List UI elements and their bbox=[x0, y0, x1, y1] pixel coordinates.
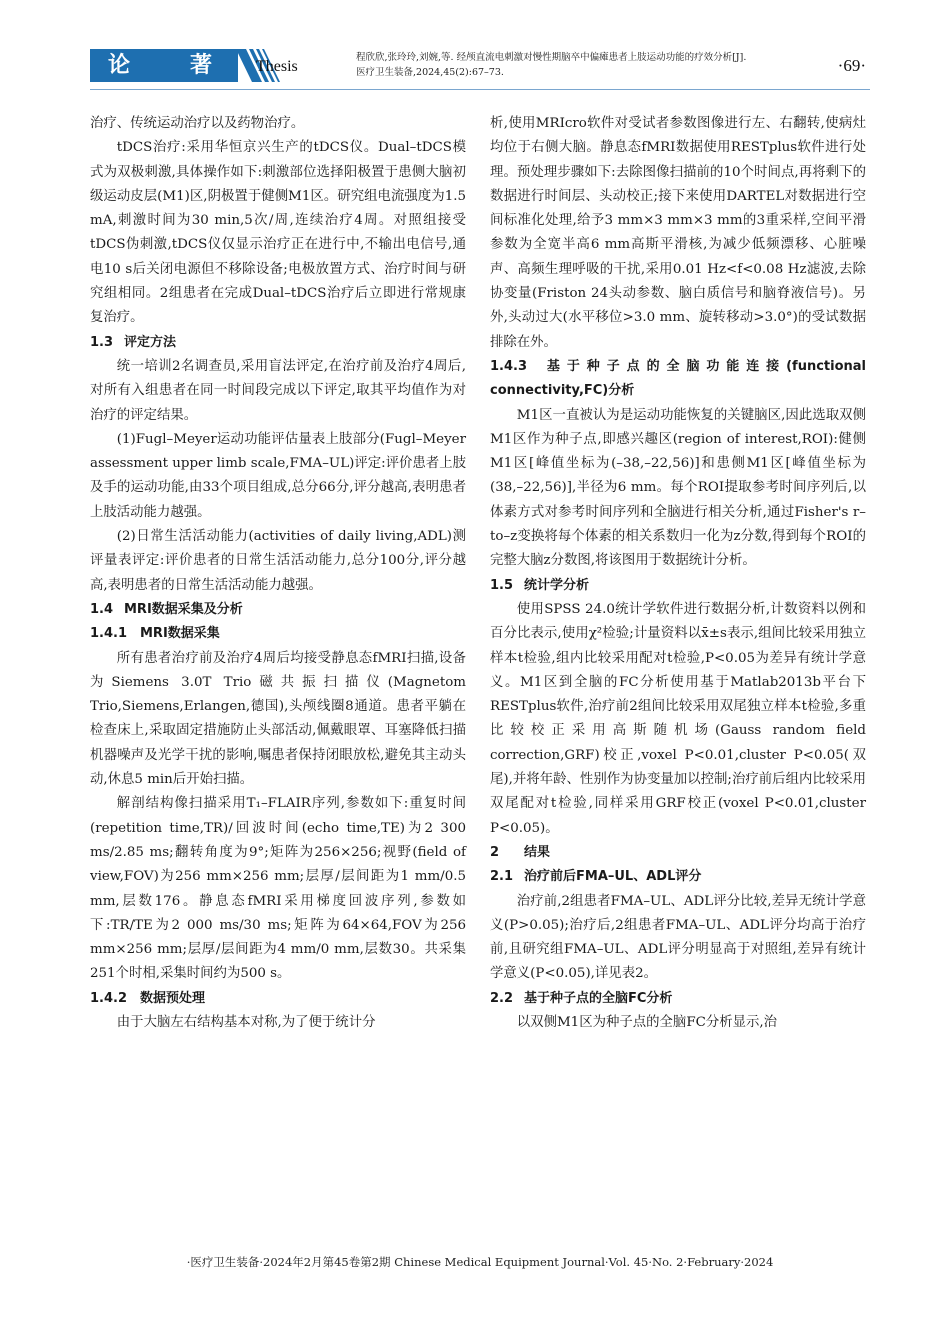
section-title: 治疗前后FMA–UL、ADL评分 bbox=[524, 869, 702, 885]
thesis-label: Thesis bbox=[256, 58, 298, 75]
citation bbox=[356, 50, 816, 80]
paragraph: 以双侧M1区为种子点的全脑FC分析显示,治 bbox=[516, 1014, 778, 1030]
section-heading bbox=[490, 865, 866, 889]
section-number: 2.1 bbox=[490, 869, 514, 885]
section-heading bbox=[490, 987, 866, 1011]
paragraph: (1)Fugl–Meyer运动功能评估量表上肢部分(Fugl–Meyer assessment upper limb scale,FMA–UL)评定:评价患者上肢及手的运动功能,由33个项目组成,总分66分,评分越高,表明患者上肢活动能力越强。 bbox=[90, 431, 466, 520]
page-number: ·69· bbox=[837, 56, 866, 75]
paragraph: tDCS治疗:采用华恒京兴生产的tDCS仪。Dual–tDCS模式为双极刺激,具体操作如下:刺激部位选择阳极置于患侧大脑初级运动皮层(M1)区,阴极置于健侧M1区。研究组电流强度为1.5 mA,刺激时间为30 min,5次/周,连续治疗4周。对照组接受tDCS伪刺激,tDCS仪仅显示治疗正在进行中,不输出电信号,通电10 s后关闭电源但不移除设备;电极放置方式、治疗时间与研究组相同。2组患者在完成Dual–tDCS治疗后立即进行常规康复治疗。 bbox=[90, 140, 466, 326]
section-title: MRI数据采集及分析 bbox=[124, 601, 243, 617]
section-number: 1.4 bbox=[90, 601, 114, 617]
section-heading bbox=[490, 574, 866, 598]
paragraph: (2)日常生活活动能力(activities of daily living,ADL)测评量表评定:评价患者的日常生活活动能力,总分100分,评分越高,表明患者的日常生活活动能力越强。 bbox=[90, 529, 466, 593]
section-badge bbox=[90, 49, 238, 82]
page-footer: ·医疗卫生装备·2024年2月第45卷第2期 Chinese Medical Equipment Journal·Vol. 45·No. 2·February·2024 bbox=[186, 1255, 774, 1269]
section-number: 1.5 bbox=[490, 577, 514, 593]
section-title: MRI数据采集 bbox=[140, 626, 220, 642]
paragraph: 所有患者治疗前及治疗4周后均接受静息态fMRI扫描,设备为Siemens 3.0T Trio磁共振扫描仪(Magnetom Trio,Siemens,Erlangen,德国),头颅线圈8通道。患者平躺在检查床上,采取固定措施防止头部活动,佩戴眼罩、耳塞降低扫描机器噪声及光学干扰的影响,嘱患者保持闭眼放松,避免其主动头动,休息5 min后开始扫描。 bbox=[90, 650, 466, 788]
right-column bbox=[490, 112, 866, 1035]
section-number: 1.4.2 bbox=[90, 990, 128, 1006]
section-heading bbox=[90, 622, 466, 646]
paragraph: 由于大脑左右结构基本对称,为了便于统计分 bbox=[116, 1014, 376, 1030]
section-number: 1.4.1 bbox=[90, 626, 128, 642]
section-heading bbox=[90, 987, 466, 1011]
section-number: 2.2 bbox=[490, 990, 514, 1006]
citation-line-1: 程欣欣,张玲玲,刘婉,等. 经颅直流电刺激对慢性期脑卒中偏瘫患者上肢运动功能的疗效分析[J]. bbox=[356, 52, 747, 63]
left-column bbox=[90, 112, 466, 1035]
paragraph: M1区一直被认为是运动功能恢复的关键脑区,因此选取双侧M1区作为种子点,即感兴趣区(region of interest,ROI):健侧M1区[峰值坐标为(–38,–22,56)]和患侧M1区[峰值坐标为(38,–22,56)],半径为6 mm。每个ROI提取参考时间序列后,以体素方式对参考时间序列和全脑进行相关分析,通过Fisher's r–to–z变换将每个体素的相关系数归一化为z分数,得到每个ROI的完整大脑z分数图,将该图用于数据统计分析。 bbox=[490, 407, 866, 569]
section-title: 评定方法 bbox=[124, 334, 177, 350]
paragraph: 使用SPSS 24.0统计学软件进行数据分析,计数资料以例和百分比表示,使用χ²检验;计量资料以x̄±s表示,组间比较采用独立样本t检验,组内比较采用配对t检验,P<0.05为差异有统计学意义。M1区到全脑的FC分析使用基于Matlab2013b平台下RESTplus软件,治疗前2组间比较采用双尾独立样本t检验,多重比较校正采用高斯随机场(Gauss random field correction,GRF)校正,voxel P<0.01,cluster P<0.05(双尾),并将年龄、性别作为协变量加以控制;治疗前后组内比较采用双尾配对t检验,同样采用GRF校正(voxel P<0.01,cluster P<0.05)。 bbox=[490, 601, 866, 836]
section-heading bbox=[90, 598, 466, 622]
section-number: 1.4.3 bbox=[490, 358, 528, 374]
section-title: 统计学分析 bbox=[524, 577, 590, 593]
paragraph: 解剖结构像扫描采用T₁–FLAIR序列,参数如下:重复时间(repetition time,TR)/回波时间(echo time,TE)为2 300 ms/2.85 ms;翻转角度为9°;矩阵为256×256;视野(field of view,FOV)为256 mm×256 mm;层厚/层间距为1 mm/0.5 mm,层数176。静息态fMRI采用梯度回波序列,参数如下:TR/TE为2 000 ms/30 ms;矩阵为64×64,FOV为256 mm×256 mm;层厚/层间距为4 mm/0 mm,层数30。共采集251个时相,采集时间约为500 s。 bbox=[90, 796, 466, 982]
section-number: 1.3 bbox=[90, 334, 114, 350]
section-heading bbox=[90, 331, 466, 355]
section-title: 结果 bbox=[524, 844, 551, 860]
paragraph: 治疗前,2组患者FMA–UL、ADL评分比较,差异无统计学意义(P>0.05);治疗后,2组患者FMA–UL、ADL评分均高于治疗前,且研究组FMA–UL、ADL评分明显高于对照组,差异有统计学意义(P<0.05),详见表2。 bbox=[490, 893, 866, 982]
section-title: 数据预处理 bbox=[140, 990, 206, 1006]
section-number: 2 bbox=[490, 844, 500, 860]
section-heading bbox=[490, 841, 866, 865]
paragraph: 析,使用MRIcro软件对受试者参数图像进行左、右翻转,使病灶均位于右侧大脑。静息态fMRI数据使用RESTplus软件进行处理。预处理步骤如下:去除图像扫描前的10个时间点,再将剩下的数据进行时间层、头动校正;接下来使用DARTEL对数据进行空间标准化处理,给予3 mm×3 mm×3 mm的3重采样,空间平滑参数为全宽半高6 mm高斯平滑核,为减少低频漂移、心脏噪声、高频生理呼吸的干扰,采用0.01 Hz<f<0.08 Hz滤波,去除协变量(Friston 24头动参数、脑白质信号和脑脊液信号)。另外,头动过大(水平移位>3.0 mm、旋转移动>3.0°)的受试数据排除在外。 bbox=[490, 116, 866, 350]
paragraph: 治疗、传统运动治疗以及药物治疗。 bbox=[90, 116, 305, 131]
section-title: 基于种子点的全脑功能连接(functional connectivity,FC)分析 bbox=[490, 358, 866, 399]
header-rule bbox=[90, 89, 870, 90]
citation-line-2: 医疗卫生装备,2024,45(2):67–73. bbox=[356, 67, 504, 78]
section-title: 基于种子点的全脑FC分析 bbox=[524, 990, 673, 1006]
section-label-char-2: 著 bbox=[190, 53, 215, 78]
page-header bbox=[90, 44, 870, 88]
section-heading bbox=[490, 355, 866, 404]
section-label-char-1: 论 bbox=[108, 53, 133, 78]
paragraph: 统一培训2名调查员,采用盲法评定,在治疗前及治疗4周后,对所有入组患者在同一时间段完成以下评定,取其平均值作为对治疗的评定结果。 bbox=[90, 358, 466, 423]
